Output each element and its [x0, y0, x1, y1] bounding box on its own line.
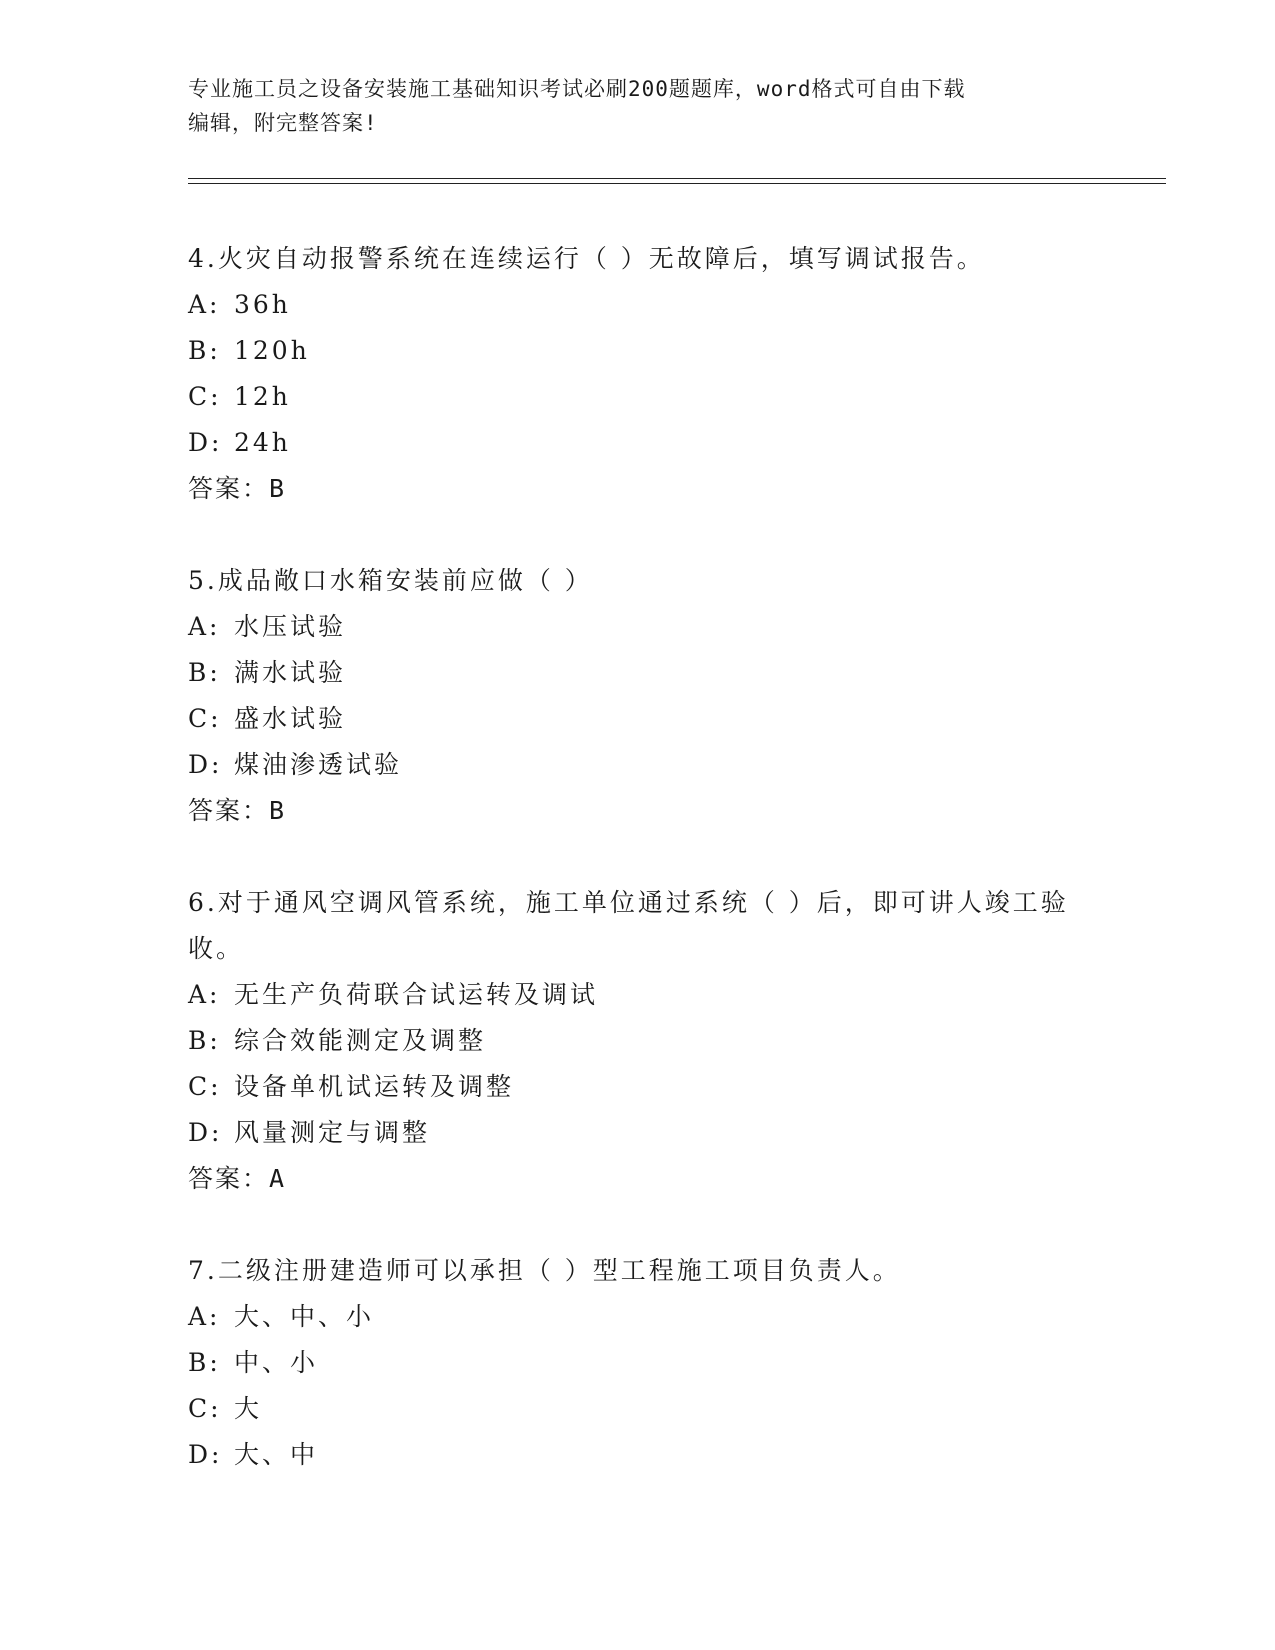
- option-d: [188, 1110, 1088, 1156]
- question-6: [188, 880, 1088, 1202]
- option-letter: A:: [188, 980, 221, 1009]
- option-text: 无生产负荷联合试运转及调试: [234, 980, 599, 1009]
- option-text: 水压试验: [234, 612, 347, 641]
- option-text: 36h: [234, 290, 291, 319]
- option-letter: B:: [188, 336, 221, 365]
- option-letter: B:: [188, 658, 221, 687]
- question-stem: 4.火灾自动报警系统在连续运行（ ）无故障后，填写调试报告。: [188, 244, 985, 273]
- option-letter: A:: [188, 1302, 221, 1331]
- option-text: 12h: [234, 382, 291, 411]
- option-d: [188, 742, 1088, 788]
- option-letter: A:: [188, 290, 221, 319]
- option-text: 满水试验: [234, 658, 347, 687]
- option-letter: D:: [188, 1440, 223, 1469]
- option-letter: C:: [188, 704, 222, 733]
- answer-line: 答案：B: [188, 796, 287, 825]
- option-text: 大、中: [234, 1440, 319, 1469]
- option-d: [188, 1432, 1088, 1478]
- option-text: 大、中、小: [234, 1302, 375, 1331]
- option-d: [188, 420, 1088, 466]
- answer-line: 答案：A: [188, 1164, 287, 1193]
- question-stem: 5.成品敞口水箱安装前应做（ ）: [188, 566, 593, 595]
- option-b: [188, 328, 1088, 374]
- answer-line: 答案：B: [188, 474, 287, 503]
- header-line-2: 编辑，附完整答案!: [188, 111, 378, 135]
- option-c: [188, 696, 1088, 742]
- question-4: [188, 236, 1088, 512]
- option-text: 盛水试验: [234, 704, 347, 733]
- option-text: 120h: [234, 336, 310, 365]
- option-a: [188, 1294, 1088, 1340]
- document-header: [188, 72, 1088, 140]
- option-text: 综合效能测定及调整: [234, 1026, 487, 1055]
- option-c: [188, 374, 1088, 420]
- option-text: 设备单机试运转及调整: [234, 1072, 515, 1101]
- header-divider-top: [188, 178, 1166, 179]
- option-b: [188, 1018, 1088, 1064]
- question-list: [188, 236, 1088, 1524]
- question-stem: 7.二级注册建造师可以承担（ ）型工程施工项目负责人。: [188, 1256, 901, 1285]
- option-text: 大: [234, 1394, 263, 1423]
- option-letter: C:: [188, 382, 222, 411]
- option-letter: B:: [188, 1026, 221, 1055]
- option-b: [188, 1340, 1088, 1386]
- option-c: [188, 1386, 1088, 1432]
- option-letter: D:: [188, 1118, 223, 1147]
- option-letter: A:: [188, 612, 221, 641]
- question-stem: 6.对于通风空调风管系统，施工单位通过系统（ ）后，即可讲人竣工验收。: [188, 888, 1069, 963]
- question-7: [188, 1248, 1088, 1478]
- option-b: [188, 650, 1088, 696]
- question-5: [188, 558, 1088, 834]
- option-letter: C:: [188, 1394, 222, 1423]
- option-letter: D:: [188, 750, 223, 779]
- option-a: [188, 972, 1088, 1018]
- option-c: [188, 1064, 1088, 1110]
- option-letter: C:: [188, 1072, 222, 1101]
- option-letter: D:: [188, 428, 223, 457]
- header-line-1: 专业施工员之设备安装施工基础知识考试必刷200题题库，word格式可自由下载: [188, 77, 966, 101]
- option-a: [188, 282, 1088, 328]
- option-a: [188, 604, 1088, 650]
- header-divider-bottom: [188, 183, 1166, 184]
- option-text: 煤油渗透试验: [234, 750, 403, 779]
- option-letter: B:: [188, 1348, 221, 1377]
- option-text: 24h: [234, 428, 291, 457]
- option-text: 中、小: [234, 1348, 319, 1377]
- option-text: 风量测定与调整: [234, 1118, 431, 1147]
